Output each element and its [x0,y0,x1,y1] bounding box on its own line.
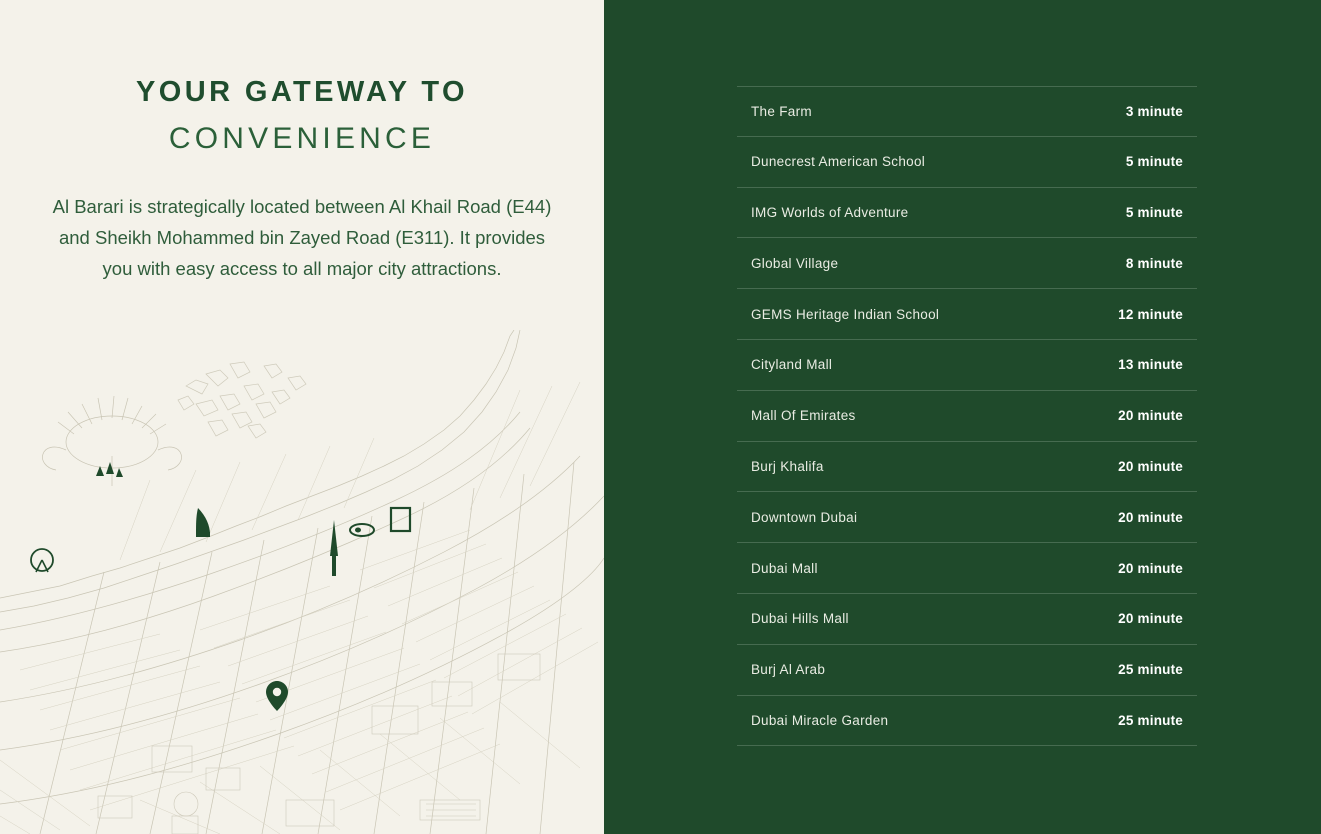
destination-name: Burj Khalifa [751,458,824,474]
list-item [737,86,1197,137]
burj-al-arab-icon [196,508,210,534]
destination-time: 20 minute [1118,611,1183,627]
page-title: YOUR GATEWAY TO [136,76,468,108]
destination-name: Mall Of Emirates [751,408,856,424]
list-item [737,645,1197,696]
destination-time: 20 minute [1118,458,1183,474]
section-heading [0,0,604,161]
list-item [737,340,1197,391]
destinations-list [737,86,1197,746]
destination-name: Downtown Dubai [751,509,858,525]
destination-time: 13 minute [1118,357,1183,373]
list-item [737,238,1197,289]
page-subtitle: CONVENIENCE [168,122,436,156]
list-item [737,137,1197,188]
list-item [737,492,1197,543]
destination-name: GEMS Heritage Indian School [751,306,940,322]
destination-time: 12 minute [1118,306,1183,322]
list-item [737,289,1197,340]
burj-khalifa-icon [330,520,338,556]
destination-name: Dunecrest American School [751,154,926,170]
destination-time: 25 minute [1118,662,1183,678]
list-item [737,391,1197,442]
list-item [737,594,1197,645]
right-panel [604,0,1321,834]
destination-time: 20 minute [1118,560,1183,576]
left-panel [0,0,604,834]
destination-name: Dubai Miracle Garden [751,712,889,728]
destination-name: Burj Al Arab [751,662,826,678]
map-illustration [0,330,604,834]
destination-name: The Farm [751,103,812,119]
description-text: Al Barari is strategically located between Al Khail Road (E44) and Sheikh Mohammed bin Zayed Road (E311). It provides you with easy access to all major city attractions. [52,196,552,280]
list-item [737,442,1197,493]
list-item [737,543,1197,594]
destination-name: Global Village [751,255,839,271]
destination-time: 5 minute [1125,204,1183,220]
destination-time: 25 minute [1118,712,1183,728]
destination-time: 3 minute [1125,103,1183,119]
destination-time: 5 minute [1125,154,1183,170]
list-item [737,696,1197,747]
location-pin-icon[interactable] [266,681,288,711]
destination-time: 20 minute [1118,408,1183,424]
list-item [737,188,1197,239]
destination-time: 20 minute [1118,509,1183,525]
destination-name: Dubai Hills Mall [751,611,849,627]
destination-name: Dubai Mall [751,560,818,576]
destination-name: Cityland Mall [751,357,833,373]
destination-time: 8 minute [1125,255,1183,271]
destination-name: IMG Worlds of Adventure [751,204,909,220]
